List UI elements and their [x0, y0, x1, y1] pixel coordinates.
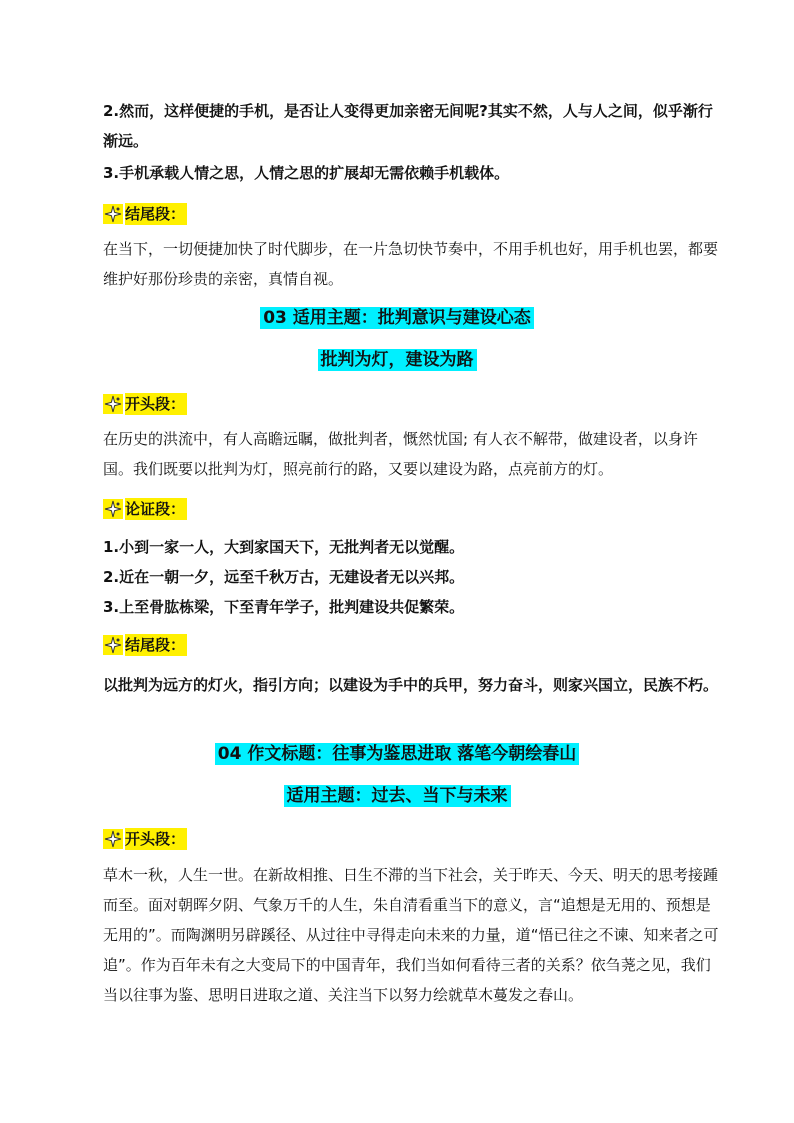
section-heading-03 [0, 305, 794, 331]
section-label-ending-1 [103, 203, 187, 225]
label-text: 开头段： [125, 830, 186, 848]
sparkle-icon [103, 829, 123, 849]
argument-point-1: 1.小到一家一人，大到家国天下，无批判者无以觉醒。 [103, 538, 465, 556]
heading-text: 04 作文标题：往事为鉴思进取 落笔今朝绘春山 [215, 743, 580, 765]
label-text: 结尾段： [125, 205, 186, 223]
essay-theme-04 [0, 783, 794, 809]
title-text: 批判为灯，建设为路 [318, 349, 477, 371]
paragraph-opening-3: 在历史的洪流中，有人高瞻远瞩，做批判者，慨然忧国; 有人衣不解带，做建设者，以身许国。我们既要以批判为灯，照亮前行的路，又要以建设为路，点亮前方的灯。 [103, 430, 698, 478]
section-label-opening-4 [103, 828, 187, 850]
paragraph-ending-3: 以批判为远方的灯火，指引方向；以建设为手中的兵甲，努力奋斗，则家兴国立，民族不朽。 [103, 676, 719, 694]
heading-text: 03 适用主题：批判意识与建设心态 [260, 307, 534, 329]
label-text: 开头段： [125, 395, 186, 413]
section-label-opening-3 [103, 393, 187, 415]
sparkle-icon [103, 635, 123, 655]
sparkle-icon [103, 499, 123, 519]
paragraph-point-2: 2.然而，这样便捷的手机，是否让人变得更加亲密无间呢?其实不然，人与人之间，似乎渐行渐远。 [103, 102, 713, 150]
sparkle-icon [103, 204, 123, 224]
argument-point-3: 3.上至骨肱栋梁，下至青年学子，批判建设共促繁荣。 [103, 598, 465, 616]
label-text: 论证段： [125, 500, 186, 518]
sparkle-icon [103, 394, 123, 414]
argument-point-2: 2.近在一朝一夕，远至千秋万古，无建设者无以兴邦。 [103, 568, 465, 586]
section-label-ending-3 [103, 634, 187, 656]
paragraph-opening-4: 草木一秋，人生一世。在新故相推、日生不滞的当下社会，关于昨天、今天、明天的思考接踵而至。面对朝晖夕阴、气象万千的人生，朱自清看重当下的意义，言“追想是无用的、预想是无用的”。而陶渊明另辟蹊径、从过往中寻得走向未来的力量，道“悟已往之不谏、知来者之可追”。作为百年未有之大变局下的中国青年，我们当如何看待三者的关系？依刍荛之见，我们当以往事为鉴、思明日进取之道、关注当下以努力绘就草木蔓发之春山。 [103, 866, 719, 1004]
paragraph-point-3: 3.手机承载人情之思，人情之思的扩展却无需依赖手机载体。 [103, 164, 510, 182]
title-text: 适用主题：过去、当下与未来 [284, 785, 511, 807]
essay-title-03 [0, 347, 794, 373]
label-text: 结尾段： [125, 636, 186, 654]
section-label-argument-3 [103, 498, 187, 520]
paragraph-ending-1: 在当下，一切便捷加快了时代脚步，在一片急切快节奏中，不用手机也好，用手机也罢，都要维护好那份珍贵的亲密，真情自视。 [103, 240, 719, 288]
section-heading-04 [0, 741, 794, 767]
